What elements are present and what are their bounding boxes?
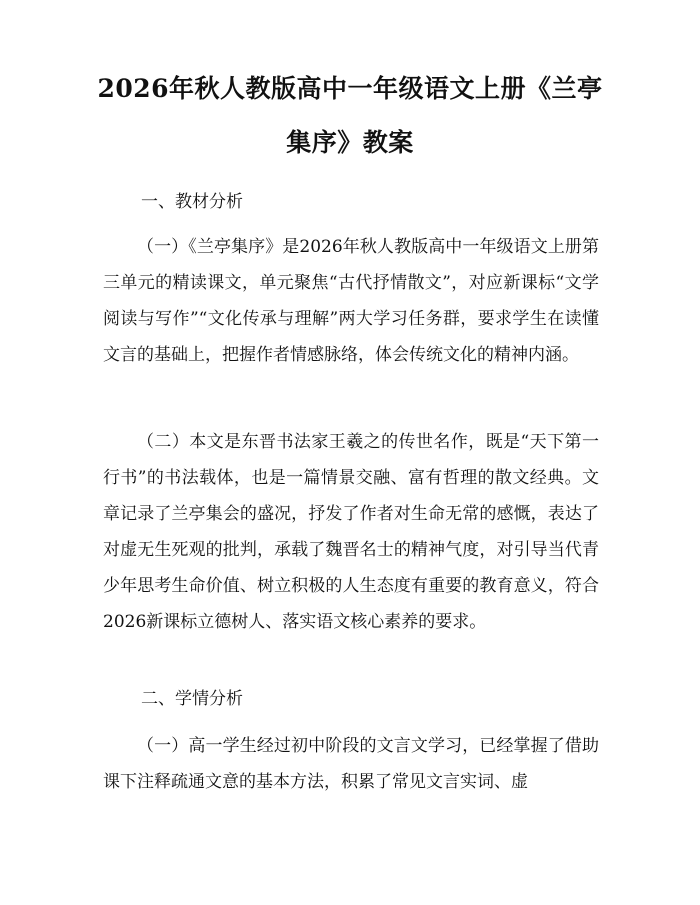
document-title: 2026年秋人教版高中一年级语文上册《兰亭集序》教案 <box>97 74 603 157</box>
paragraph-student-analysis-1: （一）高一学生经过初中阶段的文言文学习，已经掌握了借助课下注释疏通文意的基本方法，积累了常见文言实词、虚 <box>103 736 599 792</box>
paragraph-textbook-analysis-2: （二）本文是东晋书法家王羲之的传世名作，既是“天下第一行书”的书法载体，也是一篇情景交融、富有哲理的散文经典。文章记录了兰亭集会的盛况，抒发了作者对生命无常的感慨，表达了对虚无生死观的批判，承载了魏晋名士的精神气度，对引导当代青少年思考生命价值、树立积极的人生态度有重要的教育意义，符合2026新课标立德树人、落实语文核心素养的要求。 <box>103 432 599 632</box>
paragraph-textbook-analysis-1: （一）《兰亭集序》是2026年秋人教版高中一年级语文上册第三单元的精读课文，单元聚焦“古代抒情散文”，对应新课标“文学阅读与写作”“文化传承与理解”两大学习任务群，要求学生在读懂文言的基础上，把握作者情感脉络，体会传统文化的精神内涵。 <box>103 237 599 365</box>
section-heading-student-analysis: 二、学情分析 <box>141 689 243 709</box>
section-heading-textbook-analysis: 一、教材分析 <box>141 192 243 212</box>
